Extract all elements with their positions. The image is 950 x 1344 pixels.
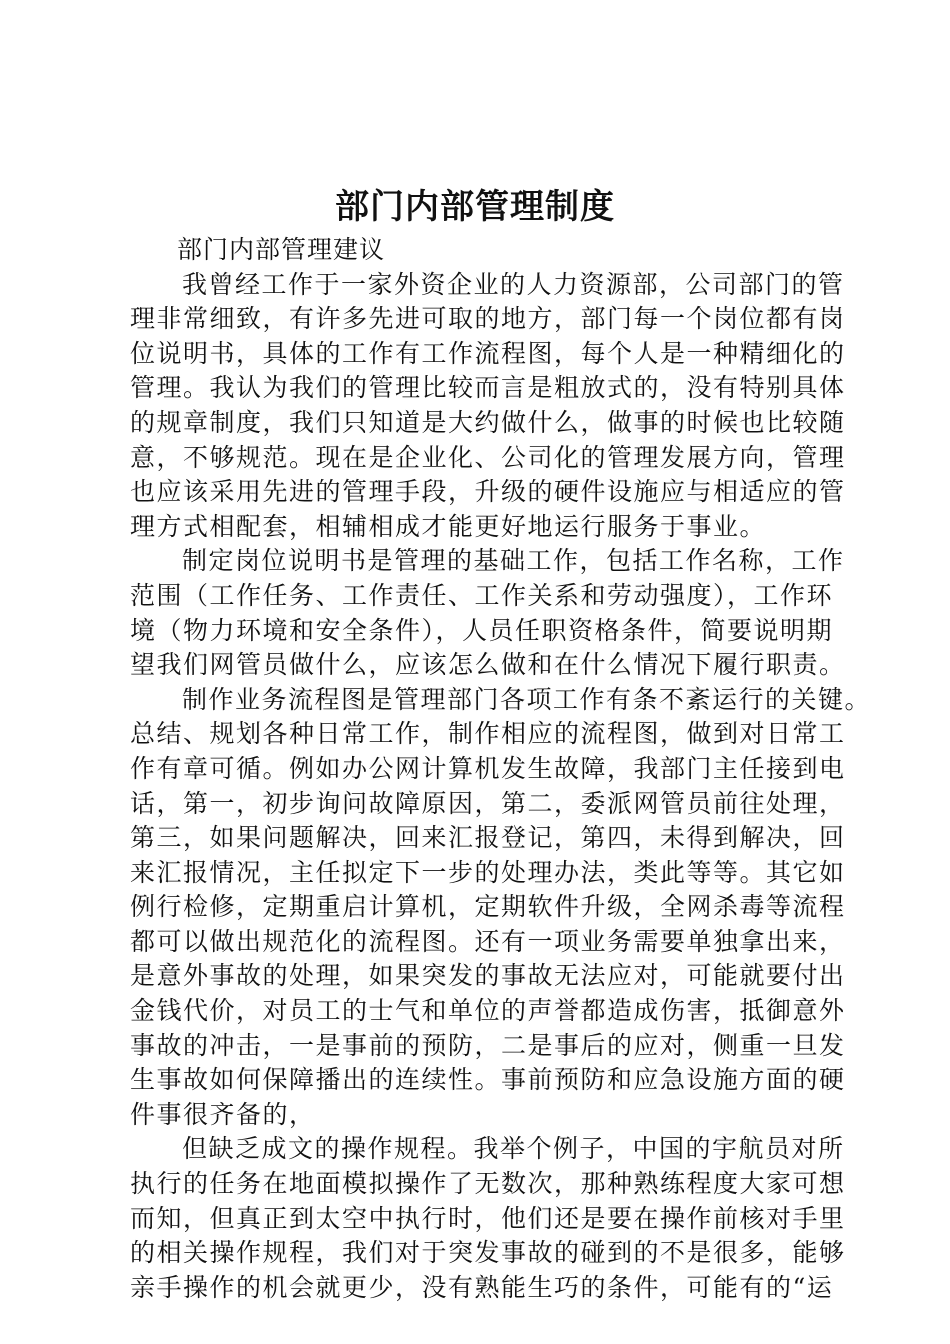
paragraph-line: 制作业务流程图是管理部门各项工作有条不紊运行的关键。	[182, 684, 872, 714]
paragraph-line: 的相关操作规程，我们对于突发事故的碰到的不是很多，能够	[130, 1238, 846, 1268]
paragraph-line: 但缺乏成文的操作规程。我举个例子，中国的宇航员对所	[182, 1134, 845, 1164]
paragraph-line: 事故的冲击，一是事前的预防，二是事后的应对，侧重一旦发	[130, 1030, 846, 1060]
paragraph-line: 第三，如果问题解决，回来汇报登记，第四，未得到解决，回	[130, 823, 846, 853]
paragraph-line: 范围（工作任务、工作责任、工作关系和劳动强度），工作环	[130, 580, 834, 610]
document-title: 部门内部管理制度	[335, 187, 615, 227]
subheading: 部门内部管理建议	[177, 235, 386, 264]
paragraph-line: 制定岗位说明书是管理的基础工作，包括工作名称，工作	[182, 546, 845, 576]
paragraph-line: 我曾经工作于一家外资企业的人力资源部，公司部门的管	[182, 269, 845, 299]
paragraph-line: 理非常细致，有许多先进可取的地方，部门每一个岗位都有岗	[130, 304, 846, 334]
paragraph-line: 生事故如何保障播出的连续性。事前预防和应急设施方面的硬	[130, 1065, 846, 1095]
paragraph-line: 管理。我认为我们的管理比较而言是粗放式的，没有特别具体	[130, 373, 846, 403]
paragraph-line: 例行检修，定期重启计算机，定期软件升级，全网杀毒等流程	[130, 892, 846, 922]
paragraph-line: 望我们网管员做什么，应该怎么做和在什么情况下履行职责。	[130, 650, 846, 680]
paragraph-line: 金钱代价，对员工的士气和单位的声誉都造成伤害，抵御意外	[130, 996, 846, 1026]
paragraph-line: 件事很齐备的，	[130, 1099, 316, 1129]
paragraph-line: 作有章可循。例如办公网计算机发生故障，我部门主任接到电	[130, 753, 846, 783]
paragraph-line: 理方式相配套，相辅相成才能更好地运行服务于事业。	[130, 511, 767, 541]
paragraph-line: 是意外事故的处理，如果突发的事故无法应对，可能就要付出	[130, 961, 846, 991]
paragraph-line: 也应该采用先进的管理手段，升级的硬件设施应与相适应的管	[130, 477, 846, 507]
paragraph-line: 话，第一，初步询问故障原因，第二，委派网管员前往处理，	[130, 788, 846, 818]
paragraph-line: 亲手操作的机会就更少，没有熟能生巧的条件，可能有的“运	[130, 1272, 834, 1302]
paragraph-line: 执行的任务在地面模拟操作了无数次，那种熟练程度大家可想	[130, 1169, 846, 1199]
paragraph-line: 位说明书，具体的工作有工作流程图，每个人是一种精细化的	[130, 338, 846, 368]
paragraph-line: 来汇报情况，主任拟定下一步的处理办法，类此等等。其它如	[130, 857, 846, 887]
paragraph-line: 意，不够规范。现在是企业化、公司化的管理发展方向，管理	[130, 442, 846, 472]
paragraph-line: 都可以做出规范化的流程图。还有一项业务需要单独拿出来，	[130, 926, 846, 956]
document-body	[130, 233, 872, 1305]
paragraph-line: 而知，但真正到太空中执行时，他们还是要在操作前核对手里	[130, 1203, 846, 1233]
paragraph-line: 境（物力环境和安全条件），人员任职资格条件，简要说明期	[130, 615, 834, 645]
paragraph-line: 总结、规划各种日常工作，制作相应的流程图，做到对日常工	[130, 719, 846, 749]
paragraph-line: 的规章制度，我们只知道是大约做什么，做事的时候也比较随	[130, 407, 846, 437]
